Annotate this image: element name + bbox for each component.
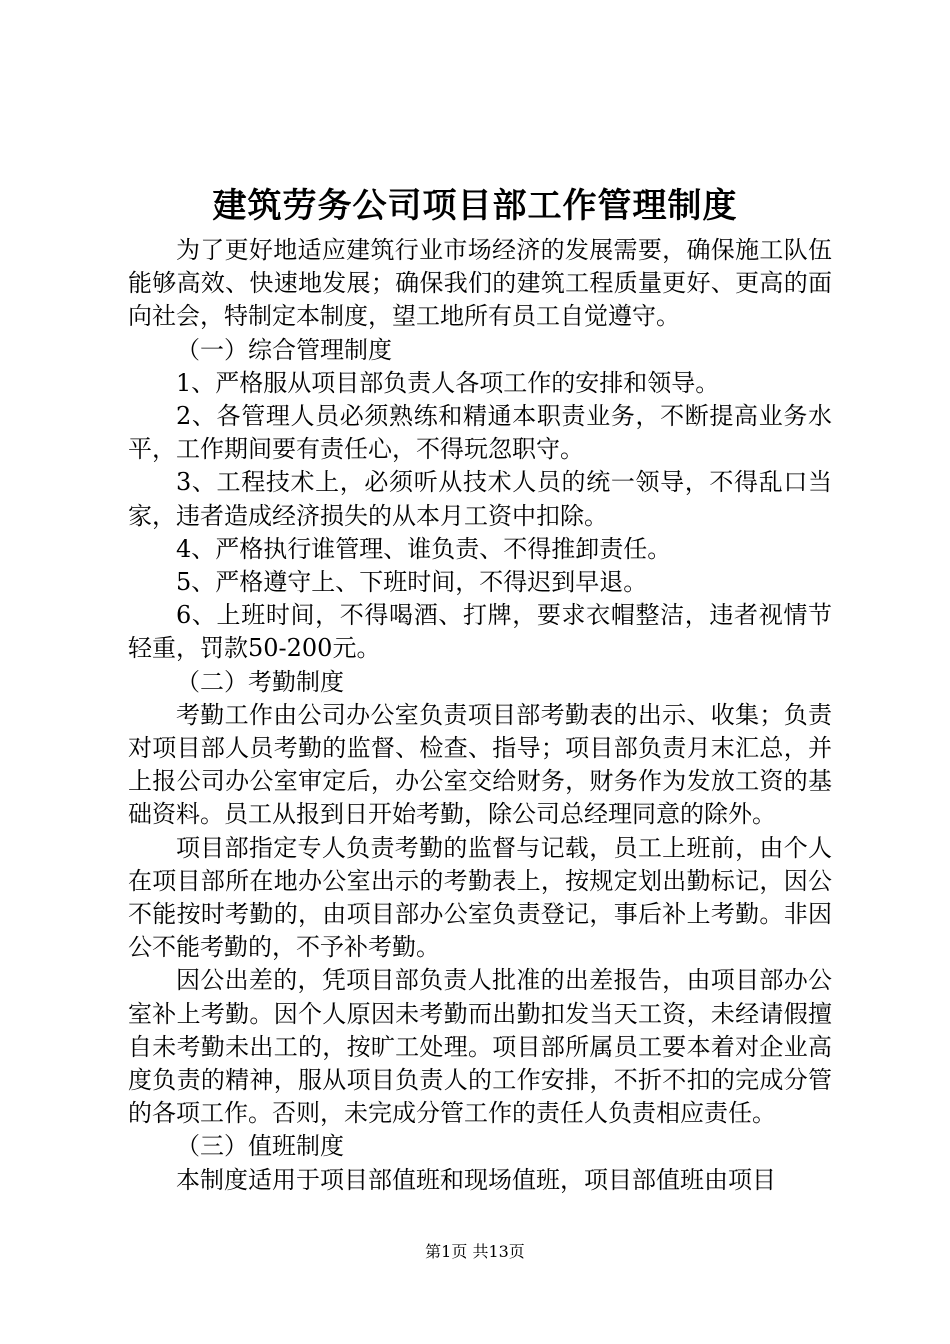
body-paragraph: 本制度适用于项目部值班和现场值班，项目部值班由项目	[176, 1165, 776, 1194]
body-paragraph: 项目部指定专人负责考勤的监督与记载，员工上班前，由个人在项目部所在地办公室出示的考勤表上，按规定划出勤标记，因公不能按时考勤的，由项目部办公室负责登记，事后补上考勤。非因公不能考勤的，不予补考勤。	[128, 833, 832, 962]
body-paragraph: 考勤工作由公司办公室负责项目部考勤表的出示、收集；负责对项目部人员考勤的监督、检查、指导；项目部负责月末汇总，并上报公司办公室审定后，办公室交给财务，财务作为发放工资的基础资料。员工从报到日开始考勤，除公司总经理同意的除外。	[128, 700, 832, 829]
section-heading-duty: （三）值班制度	[176, 1132, 344, 1161]
intro-paragraph: 为了更好地适应建筑行业市场经济的发展需要，确保施工队伍能够高效、快速地发展；确保我们的建筑工程质量更好、更高的面向社会，特制定本制度，望工地所有员工自觉遵守。	[128, 236, 832, 331]
rule-item: 6、上班时间，不得喝酒、打牌，要求衣帽整洁，违者视情节轻重，罚款50-200元。	[128, 601, 832, 663]
section-heading-general: （一）综合管理制度	[176, 335, 392, 364]
section-heading-attendance: （二）考勤制度	[176, 667, 344, 696]
rule-item: 3、工程技术上，必须听从技术人员的统一领导，不得乱口当家，违者造成经济损失的从本月工资中扣除。	[128, 468, 832, 530]
rule-item: 4、严格执行谁管理、谁负责、不得推卸责任。	[176, 534, 672, 563]
rule-item: 5、严格遵守上、下班时间，不得迟到早退。	[176, 568, 648, 597]
body-paragraph: 因公出差的，凭项目部负责人批准的出差报告，由项目部办公室补上考勤。因个人原因未考勤而出勤扣发当天工资，未经请假擅自未考勤未出工的，按旷工处理。项目部所属员工要本着对企业高度负责的精神，服从项目负责人的工作安排，不折不扣的完成分管的各项工作。否则，未完成分管工作的责任人负责相应责任。	[128, 966, 832, 1128]
page-footer: 第1页 共13页	[425, 1242, 525, 1261]
document-title: 建筑劳务公司项目部工作管理制度	[212, 186, 738, 226]
rule-item: 1、严格服从项目部负责人各项工作的安排和领导。	[176, 368, 720, 397]
document-body	[128, 234, 832, 1197]
rule-item: 2、各管理人员必须熟练和精通本职责业务，不断提高业务水平，工作期间要有责任心，不得玩忽职守。	[128, 402, 832, 464]
